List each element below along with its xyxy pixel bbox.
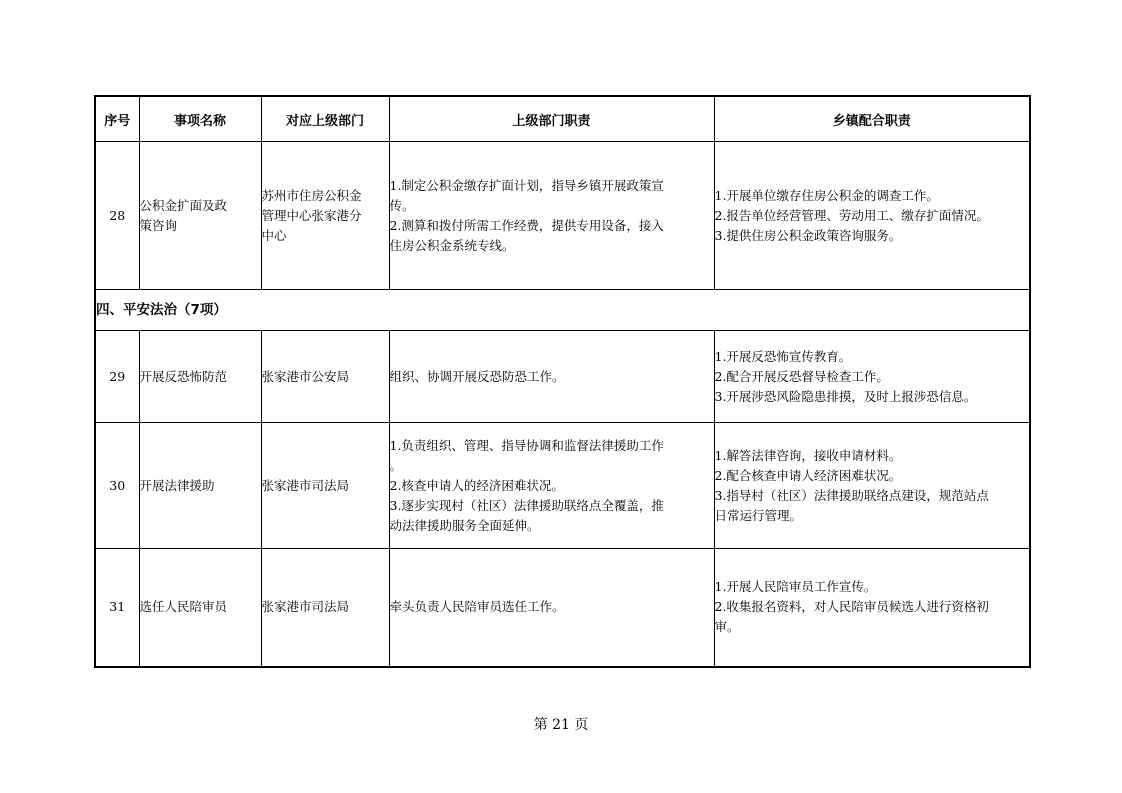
table-row xyxy=(95,331,1030,423)
duty-line: 2.收集报名资料，对人民陪审员候选人进行资格初 xyxy=(714,599,989,615)
item-name-line: 开展法律援助 xyxy=(139,477,215,493)
row-number: 29 xyxy=(95,331,139,423)
department-line: 张家港市司法局 xyxy=(261,477,350,493)
department-line: 张家港市司法局 xyxy=(261,599,350,615)
item-name xyxy=(139,331,261,423)
item-name-line: 策咨询 xyxy=(139,217,178,233)
department-line: 管理中心张家港分 xyxy=(261,207,362,223)
item-name-line: 开展反恐怖防范 xyxy=(139,368,228,384)
upper-department xyxy=(261,142,389,290)
duty-line: 3.指导村（社区）法律援助联络点建设，规范站点 xyxy=(714,487,989,503)
item-name-line: 选任人民陪审员 xyxy=(139,599,228,615)
header-cell-upper-duty: 上级部门职责 xyxy=(389,96,714,142)
row-number: 30 xyxy=(95,423,139,549)
header-cell-dept: 对应上级部门 xyxy=(261,96,389,142)
upper-department xyxy=(261,423,389,549)
header-row xyxy=(95,96,1030,142)
table-row xyxy=(95,423,1030,549)
duty-line: 牵头负责人民陪审员选任工作。 xyxy=(389,599,565,615)
row-number: 28 xyxy=(95,142,139,290)
town-duty xyxy=(714,331,1030,423)
duty-line: 日常运行管理。 xyxy=(714,507,803,523)
duty-line: 2.测算和拨付所需工作经费，提供专用设备，接入 xyxy=(389,217,664,233)
upper-duty xyxy=(389,549,714,667)
department-line: 中心 xyxy=(261,227,287,243)
duty-line: 审。 xyxy=(714,619,740,635)
duty-line: 住房公积金系统专线。 xyxy=(389,237,515,253)
duty-line: 2.核查申请人的经济困难状况。 xyxy=(389,477,564,493)
department-line: 苏州市住房公积金 xyxy=(261,187,362,203)
responsibility-table xyxy=(94,95,1031,668)
table-body xyxy=(95,142,1030,667)
duty-line: 传。 xyxy=(389,197,415,213)
upper-department xyxy=(261,331,389,423)
department-line: 张家港市公安局 xyxy=(261,368,350,384)
section-row xyxy=(95,290,1030,331)
duty-line: 1.负责组织、管理、指导协调和监督法律援助工作 xyxy=(389,437,664,453)
duty-line: 2.报告单位经营管理、劳动用工、缴存扩面情况。 xyxy=(714,207,989,223)
table-row xyxy=(95,549,1030,667)
duty-line: 3.提供住房公积金政策咨询服务。 xyxy=(714,227,902,243)
item-name xyxy=(139,549,261,667)
item-name xyxy=(139,423,261,549)
town-duty xyxy=(714,423,1030,549)
header-cell-no: 序号 xyxy=(95,96,139,142)
upper-duty xyxy=(389,423,714,549)
item-name xyxy=(139,142,261,290)
row-number: 31 xyxy=(95,549,139,667)
table-row xyxy=(95,142,1030,290)
item-name-line: 公积金扩面及政 xyxy=(139,197,228,213)
duty-line: 1.解答法律咨询，接收申请材料。 xyxy=(714,447,902,463)
duty-line: 动法律援助服务全面延伸。 xyxy=(389,517,540,533)
page-number: 第 21 页 xyxy=(533,717,589,733)
duty-line: 1.开展单位缴存住房公积金的调查工作。 xyxy=(714,187,939,203)
duty-line: 组织、协调开展反恐防恐工作。 xyxy=(389,368,565,384)
header-cell-name: 事项名称 xyxy=(139,96,261,142)
duty-line: 2.配合核查申请人经济困难状况。 xyxy=(714,467,902,483)
town-duty xyxy=(714,142,1030,290)
upper-duty xyxy=(389,331,714,423)
town-duty xyxy=(714,549,1030,667)
upper-department xyxy=(261,549,389,667)
upper-duty xyxy=(389,142,714,290)
duty-line: 3.逐步实现村（社区）法律援助联络点全覆盖，推 xyxy=(389,497,664,513)
duty-line: 。 xyxy=(389,457,403,473)
duty-line: 2.配合开展反恐督导检查工作。 xyxy=(714,368,889,384)
table-header xyxy=(95,96,1030,142)
duty-line: 1.开展反恐怖宣传教育。 xyxy=(714,348,852,364)
duty-line: 1.开展人民陪审员工作宣传。 xyxy=(714,579,877,595)
section-heading: 四、平安法治（7项） xyxy=(95,290,1030,331)
duty-line: 3.开展涉恐风险隐患排摸，及时上报涉恐信息。 xyxy=(714,388,977,404)
duty-line: 1.制定公积金缴存扩面计划，指导乡镇开展政策宣 xyxy=(389,177,664,193)
header-cell-town-duty: 乡镇配合职责 xyxy=(714,96,1030,142)
